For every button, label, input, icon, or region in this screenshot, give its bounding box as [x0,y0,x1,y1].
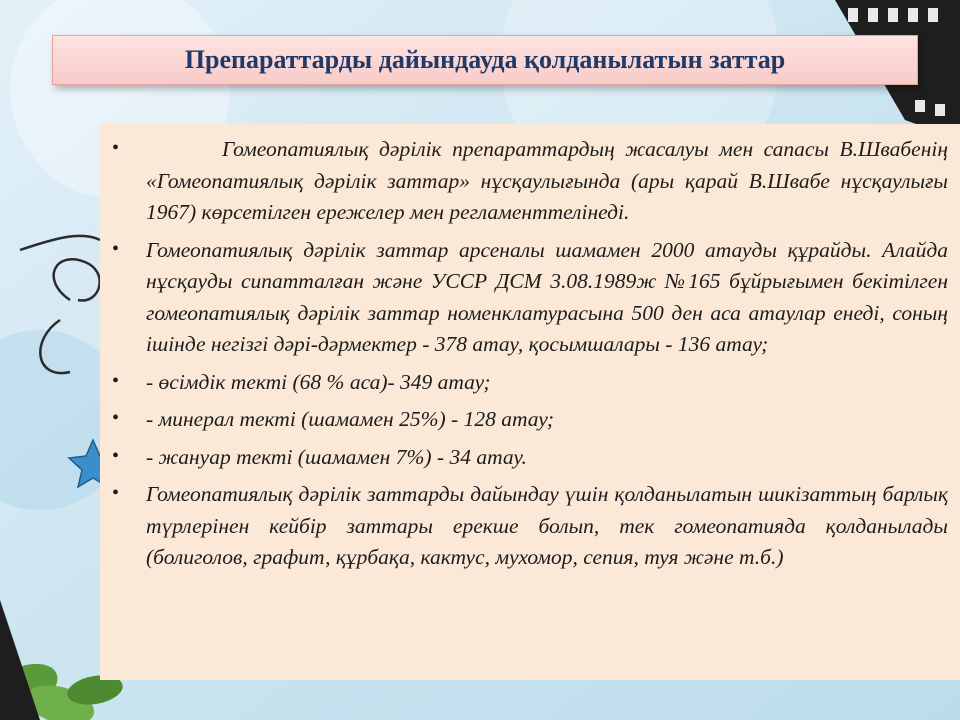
bullet-text: Гомеопатиялық дәрілік препараттардың жасалуы мен сапасы В.Швабенің «Гомеопатиялық дәрілік заттар» нұсқаулығында (ары қарай В.Швабе нұсқаулығы 1967) көрсетілген ережелер мен регламенттелінеді. [146,137,948,224]
bullet-text: Гомеопатиялық дәрілік заттарды дайындау үшін қолданылатын шикізаттың барлық түрлерінен кейбір заттары ерекше болып, тек гомеопатияда қолданылады (болиголов, графит, құрбақа, кактус, мухомор, сепия, туя және т.б.) [146,482,948,569]
bullet-icon: • [112,137,120,159]
slide-title-bar [52,35,918,85]
slide-title: Препараттарды дайындауда қолданылатын заттар [184,45,786,74]
bullet-text: Гомеопатиялық дәрілік заттар арсеналы шамамен 2000 атауды құрайды. Алайда нұсқауды сипатталған және УССР ДСМ 3.08.1989ж №165 бұйрығымен бекітілген гомеопатиялық дәрілік заттар номенклатурасына 500 ден аса атаулар енеді, соның ішінде негізгі дәрі-дәрмектер - 378 атау, қосымшалары - 136 атау; [146,237,948,356]
bullet-text: - жануар текті (шамамен 7%) - 34 атау. [146,444,527,469]
bullet-icon: • [112,482,120,504]
bullet-text: - өсімдік текті (68 % аса)- 349 атау; [146,369,491,394]
list-item [110,479,948,574]
bullet-list [110,134,948,574]
bullet-icon: • [112,369,120,392]
bullet-icon: • [112,444,120,467]
list-item [110,134,948,229]
bullet-text: - минерал текті (шамамен 25%) - 128 атау; [146,407,555,431]
bullet-icon: • [112,237,120,260]
content-panel [100,124,960,680]
bullet-icon: • [112,407,120,429]
list-item [110,442,948,474]
list-item [110,404,948,436]
list-item [110,235,948,361]
list-item [110,367,948,399]
